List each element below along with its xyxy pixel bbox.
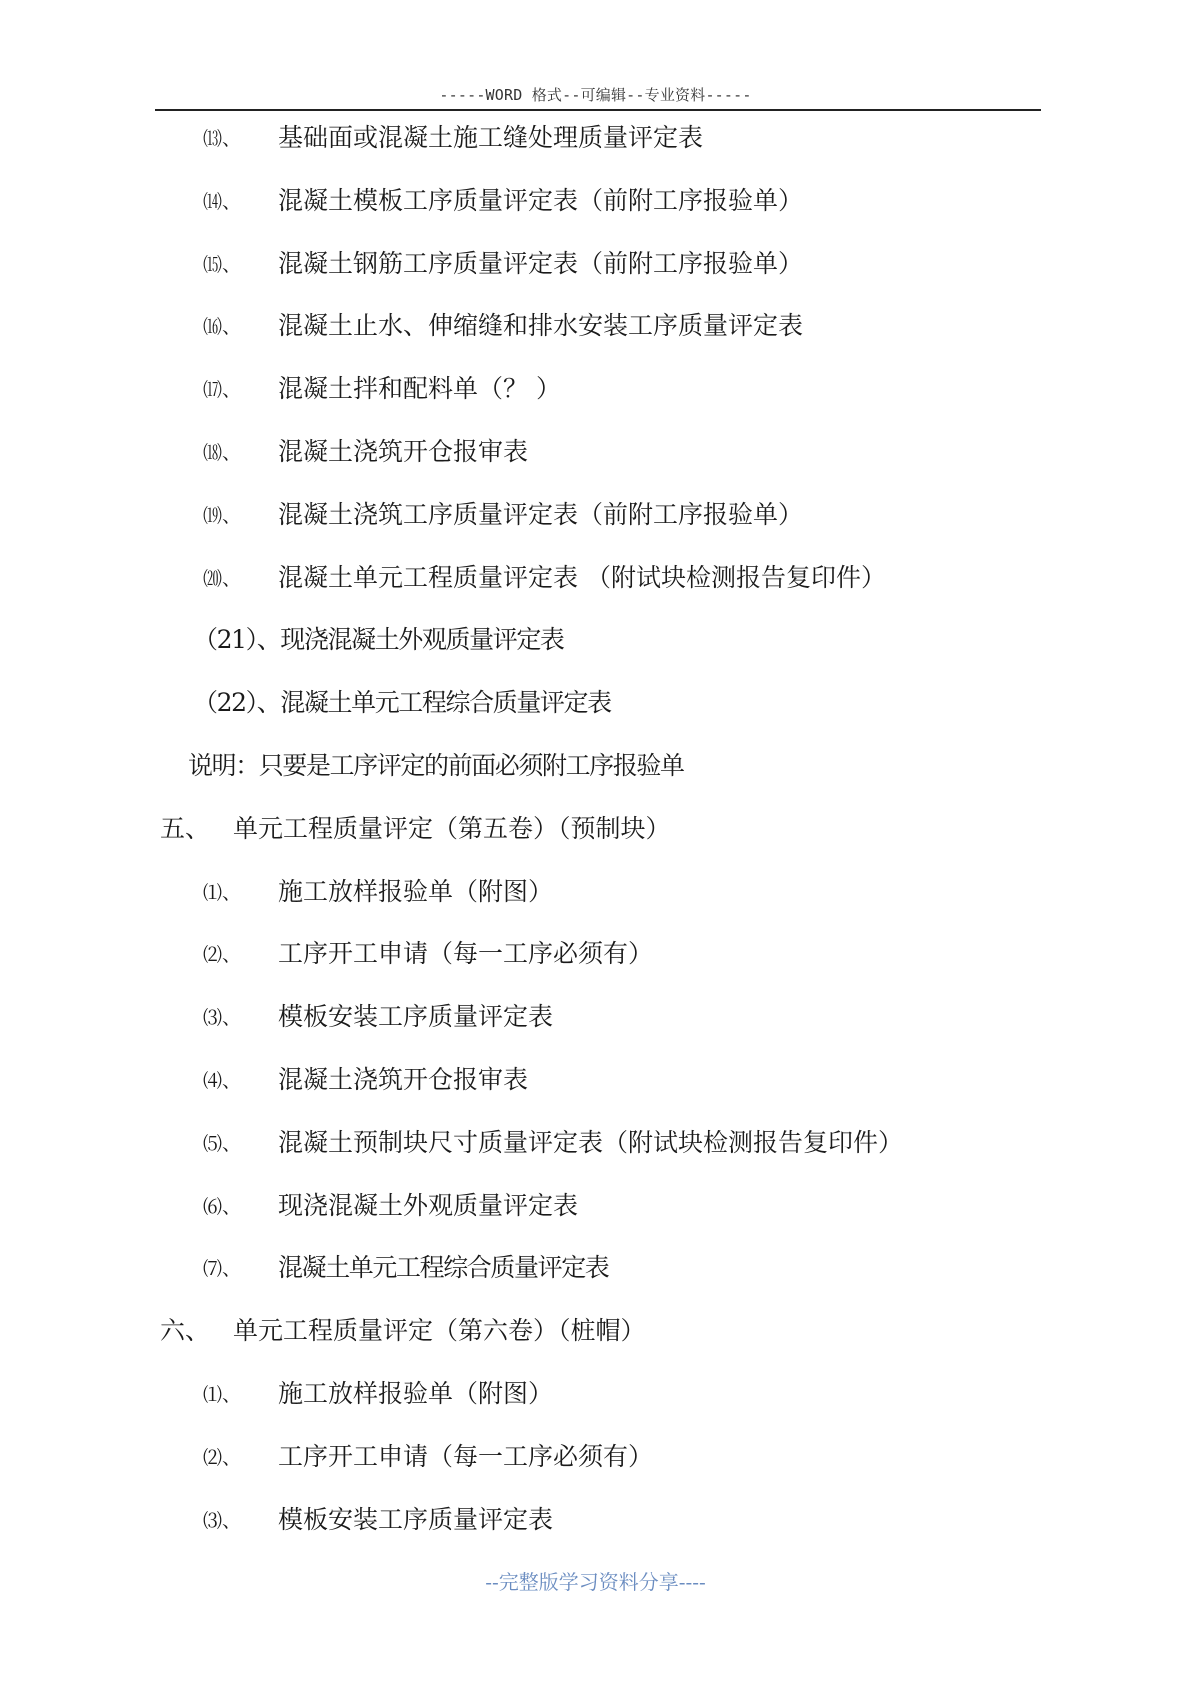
- item-text: （21）、现浇混凝土外观质量评定表: [193, 625, 564, 655]
- note-text: 说明：只要是工序评定的前面必须附工序报验单: [188, 750, 684, 780]
- item-number: ⑶、: [203, 1509, 242, 1532]
- section-number: 六、: [160, 1316, 211, 1346]
- item-text: 混凝土模板工序质量评定表（前附工序报验单）: [278, 185, 804, 215]
- item-text: 混凝土浇筑工序质量评定表（前附工序报验单）: [278, 499, 804, 529]
- list-item: [0, 1431, 1191, 1494]
- item-number: ⑹、: [203, 1195, 242, 1218]
- list-item: [0, 677, 1191, 740]
- item-number: ⒃、: [203, 316, 242, 339]
- section-heading: [0, 803, 1191, 866]
- list-item: [0, 489, 1191, 552]
- list-item: [0, 614, 1191, 677]
- item-text: 混凝土浇筑开仓报审表: [278, 1064, 529, 1094]
- note-line: [0, 740, 1191, 803]
- header-divider: [155, 109, 1041, 111]
- list-item: [0, 300, 1191, 363]
- item-text: 混凝土单元工程综合质量评定表: [278, 1253, 609, 1283]
- item-number: ⒇、: [203, 567, 242, 590]
- item-text: 基础面或混凝土施工缝处理质量评定表: [278, 123, 704, 152]
- section-number: 五、: [160, 813, 211, 843]
- item-number: ⑺、: [203, 1258, 242, 1281]
- item-number: ⑵、: [203, 1446, 242, 1469]
- item-number: ⒄、: [203, 379, 242, 402]
- item-number: ⑴、: [203, 881, 242, 904]
- page-header: -----WORD 格式--可编辑--专业资料-----: [439, 86, 752, 104]
- item-number: ⒂、: [203, 253, 242, 276]
- item-text: 现浇混凝土外观质量评定表: [278, 1190, 579, 1220]
- item-text: 混凝土拌和配料单（？ ）: [278, 374, 561, 404]
- item-number: ⒆、: [203, 504, 242, 527]
- list-item: [0, 175, 1191, 238]
- item-number: ⑴、: [203, 1383, 242, 1406]
- item-text: 模板安装工序质量评定表: [278, 1002, 554, 1032]
- list-item: [0, 928, 1191, 991]
- item-text: 混凝土止水、伸缩缝和排水安装工序质量评定表: [278, 311, 804, 341]
- list-item: [0, 1494, 1191, 1557]
- section-title: 单元工程质量评定（第五卷）（预制块）: [233, 813, 671, 843]
- document-body: [0, 112, 1191, 1556]
- list-item: [0, 238, 1191, 301]
- list-item: [0, 1054, 1191, 1117]
- list-item: [0, 1242, 1191, 1305]
- list-item: [0, 866, 1191, 929]
- list-item: [0, 426, 1191, 489]
- item-number: ⑷、: [203, 1069, 242, 1092]
- item-text: 混凝土单元工程质量评定表 （附试块检测报告复印件）: [278, 562, 886, 592]
- item-text: 混凝土预制块尺寸质量评定表（附试块检测报告复印件）: [278, 1127, 904, 1157]
- list-item: [0, 1368, 1191, 1431]
- item-number: ⑸、: [203, 1132, 242, 1155]
- item-text: 工序开工申请（每一工序必须有）: [278, 939, 654, 969]
- item-number: ⒅、: [203, 441, 242, 464]
- list-item: [0, 112, 1191, 175]
- item-number: ⒀、: [203, 128, 242, 150]
- list-item: [0, 1117, 1191, 1180]
- section-heading: [0, 1305, 1191, 1368]
- item-text: 施工放样报验单（附图）: [278, 1378, 554, 1408]
- list-item: [0, 363, 1191, 426]
- list-item: [0, 1180, 1191, 1243]
- list-item: [0, 552, 1191, 615]
- item-text: 混凝土浇筑开仓报审表: [278, 436, 529, 466]
- list-item: [0, 991, 1191, 1054]
- item-number: ⑶、: [203, 1007, 242, 1030]
- item-text: 模板安装工序质量评定表: [278, 1504, 554, 1534]
- item-number: ⒁、: [203, 190, 242, 213]
- item-number: ⑵、: [203, 944, 242, 967]
- item-text: 施工放样报验单（附图）: [278, 876, 554, 906]
- item-text: 混凝土钢筋工序质量评定表（前附工序报验单）: [278, 248, 804, 278]
- page-footer: --完整版学习资料分享----: [485, 1570, 706, 1594]
- section-title: 单元工程质量评定（第六卷）（桩帽）: [233, 1316, 646, 1346]
- item-text: （22）、混凝土单元工程综合质量评定表: [193, 688, 611, 718]
- item-text: 工序开工申请（每一工序必须有）: [278, 1441, 654, 1471]
